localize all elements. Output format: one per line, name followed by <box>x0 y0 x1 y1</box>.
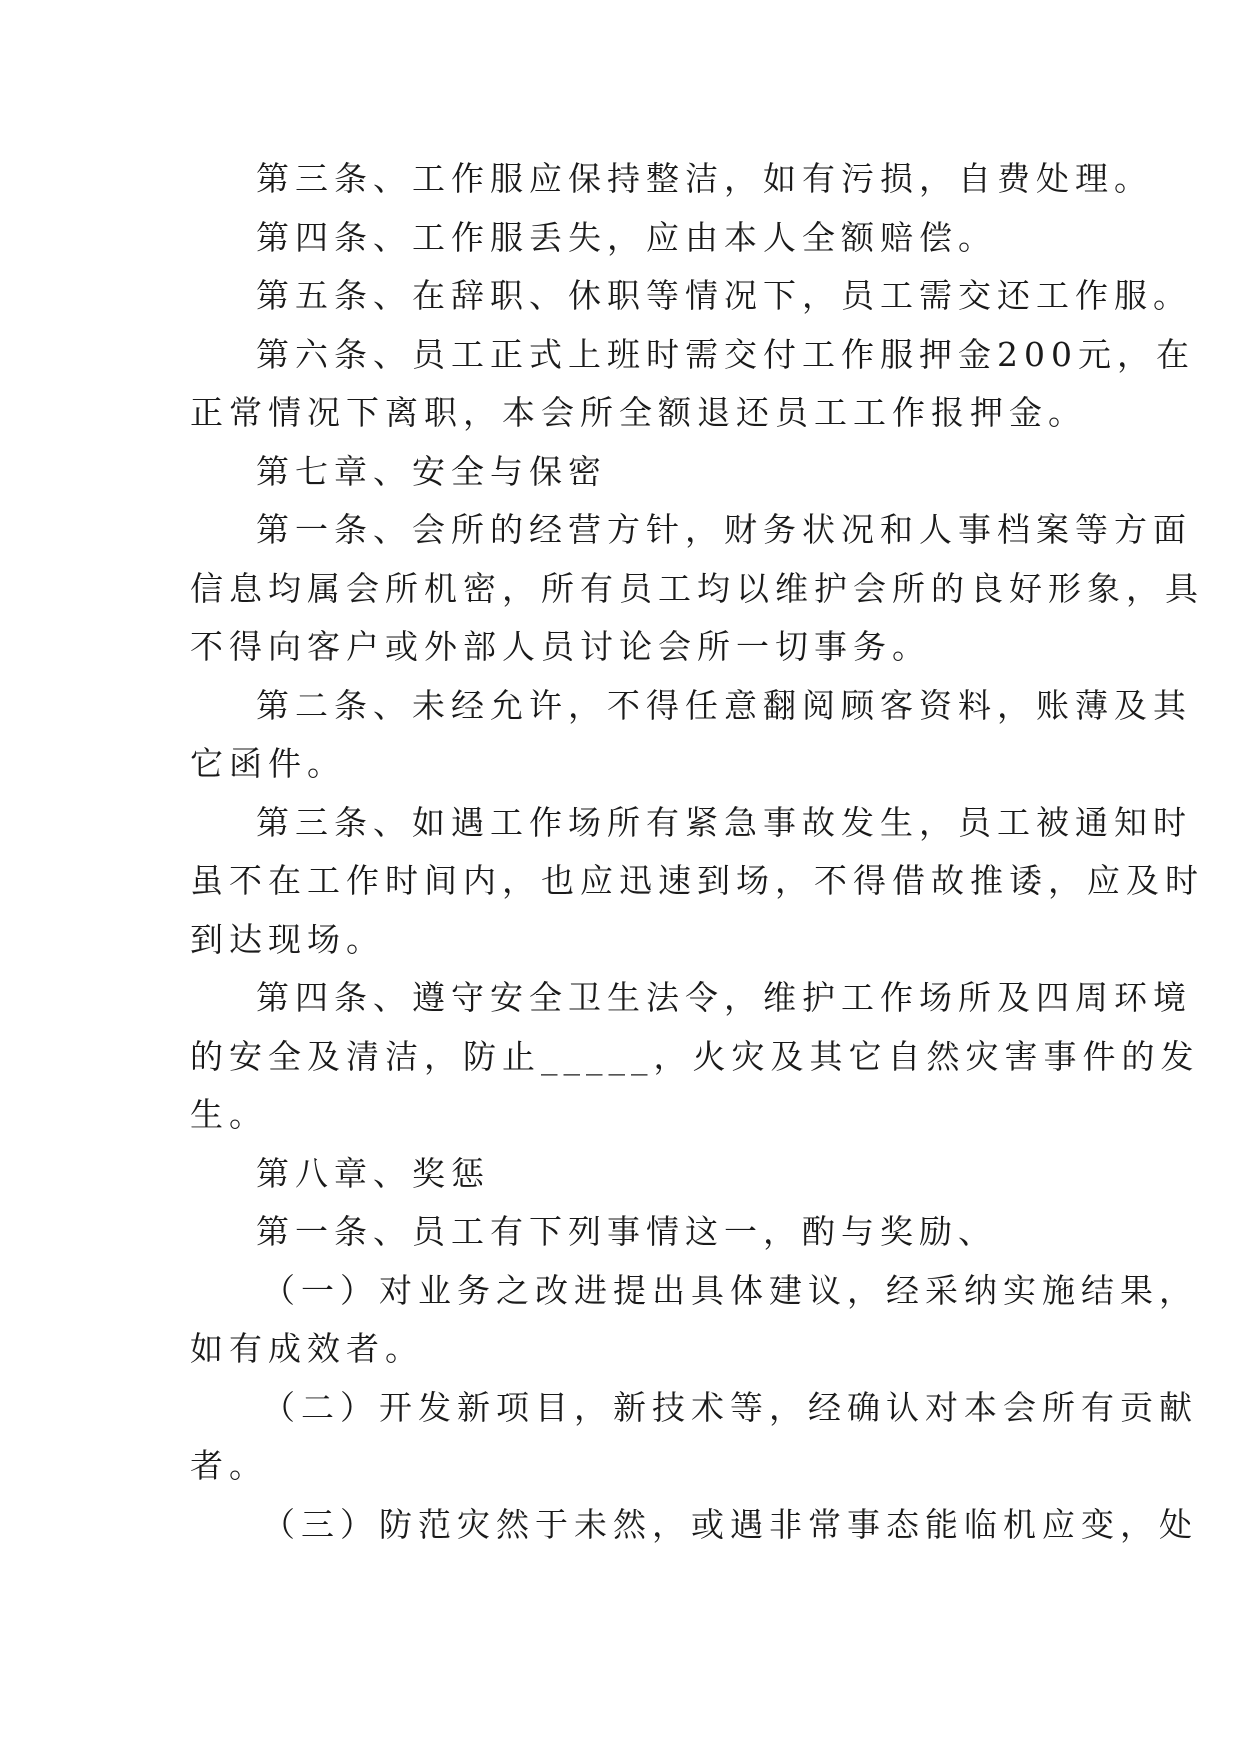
clause-6-uniform-deposit-line2: 正常情况下离职，本会所全额退还员工工作报押金。 <box>190 393 1087 432</box>
ch7-clause-3-line2: 虽不在工作时间内，也应迅速到场，不得借故推诿，应及时 <box>190 861 1204 900</box>
clause-3-uniform-cleanliness: 第三条、工作服应保持整洁，如有污损，自费处理。 <box>256 159 1153 198</box>
clause-4-uniform-loss: 第四条、工作服丢失，应由本人全额赔偿。 <box>256 217 997 257</box>
ch7-clause-4-line3: 生。 <box>190 1095 268 1134</box>
ch7-clause-4-line2: 的安全及清洁，防止_____，火灾及其它自然灾害事件的发 <box>190 1036 1200 1076</box>
ch8-item-2-line1: （二）开发新项目，新技术等，经确认对本会所有贡献 <box>262 1387 1198 1427</box>
ch8-item-3-line1: （三）防范灾然于未然，或遇非常事态能临机应变，处 <box>262 1504 1198 1544</box>
ch7-clause-4-line1: 第四条、遵守安全卫生法令，维护工作场所及四周环境 <box>256 978 1192 1017</box>
document-body <box>190 150 1204 1554</box>
ch7-clause-2-line2: 它函件。 <box>190 744 346 783</box>
clause-5-uniform-return: 第五条、在辞职、休职等情况下，员工需交还工作服。 <box>256 276 1192 315</box>
ch8-item-2-line2: 者。 <box>190 1446 268 1485</box>
ch7-clause-1-line3: 不得向客户或外部人员讨论会所一切事务。 <box>190 627 931 666</box>
ch7-clause-1-line2: 信息均属会所机密，所有员工均以维护会所的良好形象，具 <box>190 568 1204 608</box>
ch8-clause-1: 第一条、员工有下列事情这一，酌与奖励、 <box>256 1212 997 1251</box>
ch7-clause-3-line3: 到达现场。 <box>190 919 385 959</box>
ch7-clause-2-line1: 第二条、未经允许，不得任意翻阅顾客资料，账薄及其 <box>256 685 1192 725</box>
chapter-8-heading: 第八章、奖惩 <box>256 1153 490 1193</box>
ch8-item-1-line1: （一）对业务之改进提出具体建议，经采纳实施结果， <box>262 1270 1198 1310</box>
chapter-7-heading: 第七章、安全与保密 <box>256 451 607 491</box>
ch7-clause-1-line1: 第一条、会所的经营方针，财务状况和人事档案等方面 <box>256 510 1192 549</box>
ch7-clause-3-line1: 第三条、如遇工作场所有紧急事故发生，员工被通知时 <box>256 802 1192 842</box>
ch8-item-1-line2: 如有成效者。 <box>190 1329 424 1368</box>
clause-6-uniform-deposit-line1: 第六条、员工正式上班时需交付工作服押金200元，在 <box>256 334 1195 374</box>
